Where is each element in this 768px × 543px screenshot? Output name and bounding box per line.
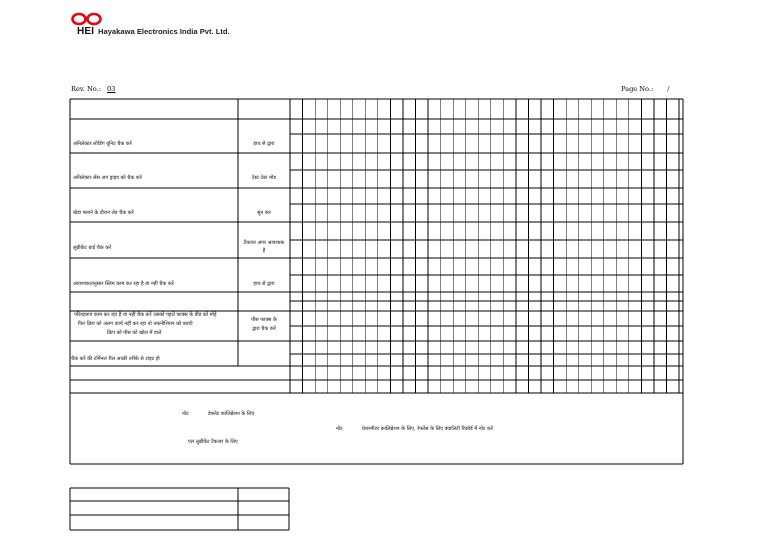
- company-name: Hayakawa Electronics India Pvt. Ltd.: [98, 27, 230, 36]
- logo-text: HEI: [77, 26, 95, 37]
- note-3-text: एल लुब्रीकेंट टैंकजर के लिए: [188, 439, 238, 445]
- check-item-3: खेडा फ्लाने के दौरान लेड चैक करें: [73, 210, 134, 216]
- page-label: Page No.:: [621, 85, 654, 93]
- check-item-6b: फिर क्रिंप को अलग कार्य नहीं कर रहा तो तकनीशियन को बताएँ: [78, 321, 193, 327]
- check-item-5: आवश्यकतानुसार स्लिम काम कर रहा है या नहीं चैक करें: [73, 281, 174, 287]
- check-item-6a: परिवहरूप काम कर रहा है या नहीं चैक करें उसको पहले फाक्स के डीड को मोड़े: [74, 312, 217, 318]
- note-2-text: प्रेशरमीटर कालिब्रेशन के लिए, रेफरेंस के लिए क्वालिटी रिकॉर्ड में नोट करें: [362, 426, 493, 432]
- check-item-6c: क्रिंप को पीस को खोल में डालें: [107, 330, 162, 336]
- check-method-1: हाथ से द्वारा: [253, 141, 275, 147]
- note-2-label: नोट: [336, 426, 343, 432]
- check-method-3: सुन कर: [257, 210, 271, 216]
- note-1-text: डेफ्लेट कालिब्रेशन के लिए: [208, 411, 255, 417]
- check-method-6b: द्वारा चैक करें: [252, 326, 276, 332]
- check-method-5: हाथ से द्वारा: [253, 281, 275, 287]
- check-item-7: चैक करें की टर्मिनल रील अच्छी तरीके से टाइट हो: [71, 356, 160, 362]
- check-item-1: अनिलेक्टर लोडिंग यूनिट चैक करें: [73, 141, 132, 147]
- check-method-2: टेस्ट टेस्ट मोड: [251, 175, 277, 181]
- rev-label: Rev. No.:: [71, 85, 101, 93]
- check-method-6a: पीस फाक्स के: [251, 317, 277, 323]
- note-1-label: नोट: [182, 411, 189, 417]
- check-item-2: अनिलेक्टर सेंस अप ड्राइव को चैक करें: [73, 175, 142, 181]
- page-separator: /: [667, 85, 670, 93]
- rev-value: 03: [106, 85, 116, 93]
- check-method-4b: है: [262, 248, 266, 254]
- check-method-4a: टैंकजर अगर आवश्यक: [243, 240, 285, 246]
- check-item-4: लुब्रीकेंट ग्राई चैक करें: [73, 245, 112, 251]
